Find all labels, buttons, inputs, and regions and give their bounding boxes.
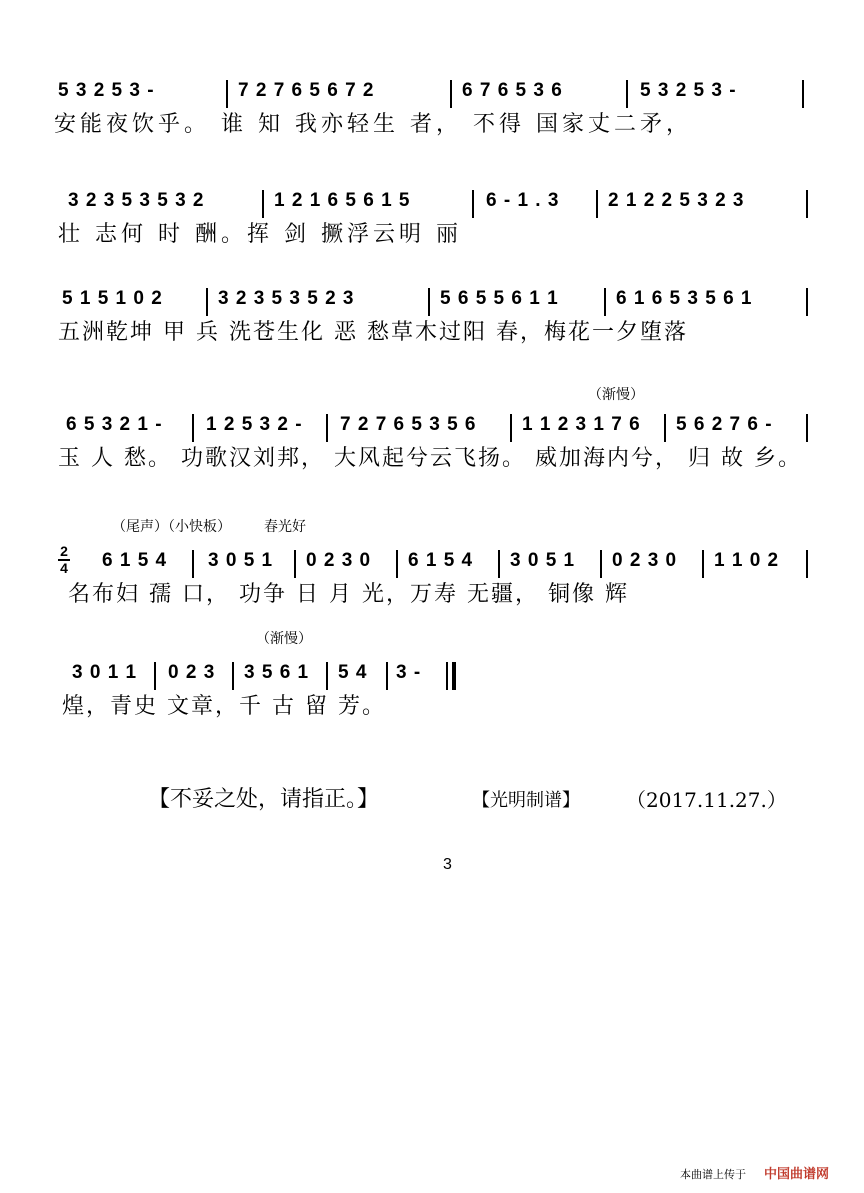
- lyric-line: 五洲乾坤 甲 兵 洗苍生化 恶 愁草木过阳 春，梅花一夕堕落: [58, 320, 688, 345]
- barline: [802, 80, 804, 108]
- section-marking: （尾声）（小快板）: [112, 519, 231, 535]
- staff-row-5: [58, 548, 818, 612]
- barline: [806, 550, 808, 578]
- barline: [192, 550, 194, 578]
- measure: 1 1 2 3 1 7 6: [522, 414, 641, 435]
- measure: 3 2 3 5 3 5 3 2: [68, 190, 205, 211]
- barline: [600, 550, 602, 578]
- measure: 0 2 3 0: [612, 550, 678, 571]
- measure: 5 3 2 5 3 -: [640, 80, 737, 101]
- staff-row-2: [58, 188, 818, 252]
- measure: 5 6 2 7 6 -: [676, 414, 773, 435]
- lyric-line: 玉 人 愁。 功歌汉刘邦， 大风起兮云飞扬。 威加海内兮， 归 故 乡。: [58, 446, 802, 471]
- barline: [498, 550, 500, 578]
- measure: 7 2 7 6 5 6 7 2: [238, 80, 375, 101]
- barline: [154, 662, 156, 690]
- measure: 1 2 5 3 2 -: [206, 414, 303, 435]
- measure: 7 2 7 6 5 3 5 6: [340, 414, 477, 435]
- barline: [626, 80, 628, 108]
- measure: 6 1 5 4: [102, 550, 168, 571]
- measure: 5 4: [338, 662, 368, 683]
- measure: 5 6 5 5 6 1 1: [440, 288, 559, 309]
- barline: [206, 288, 208, 316]
- measure: 1 1 0 2: [714, 550, 780, 571]
- site-logo[interactable]: 中国曲谱网: [764, 1167, 830, 1182]
- measure: 3 -: [396, 662, 422, 683]
- barline: [446, 662, 448, 690]
- measure: 6 7 6 5 3 6: [462, 80, 563, 101]
- barline: [326, 662, 328, 690]
- lyric-line: 安能夜饮乎。 谁 知 我亦轻生 者， 不得 国家丈二矛，: [54, 112, 692, 137]
- barline: [510, 414, 512, 442]
- lyric-line: 煌，青史 文章，千 古 留 芳。: [62, 694, 386, 719]
- staff-row-6: [58, 660, 818, 724]
- time-signature-top: 2: [60, 543, 68, 559]
- barline: [326, 414, 328, 442]
- footer-note: 【不妥之处，请指正。】: [148, 787, 380, 812]
- measure: 3 5 6 1: [244, 662, 310, 683]
- measure: 0 2 3 0: [306, 550, 372, 571]
- lyric-line: 壮 志何 时 酬。挥 剑 撅浮云明 丽: [58, 222, 462, 247]
- barline: [664, 414, 666, 442]
- barline: [596, 190, 598, 218]
- barline: [702, 550, 704, 578]
- barline: [450, 80, 452, 108]
- measure: 5 3 2 5 3 -: [58, 80, 155, 101]
- time-signature-bottom: 4: [60, 560, 68, 576]
- measure: 0 2 3: [168, 662, 216, 683]
- barline: [294, 550, 296, 578]
- lyric-line: 名布妇 孺 口， 功争 日 月 光，万寿 无疆， 铜像 辉: [68, 582, 629, 607]
- measure: 3 0 1 1: [72, 662, 138, 683]
- barline: [386, 662, 388, 690]
- tempo-marking: （渐慢）: [588, 387, 644, 403]
- measure: 3 0 5 1: [510, 550, 576, 571]
- barline: [262, 190, 264, 218]
- measure: 3 0 5 1: [208, 550, 274, 571]
- barline: [226, 80, 228, 108]
- barline: [806, 190, 808, 218]
- barline: [604, 288, 606, 316]
- page-number: 3: [443, 856, 452, 873]
- measure: 6 1 6 5 3 5 6 1: [616, 288, 753, 309]
- measure: 3 2 3 5 3 5 2 3: [218, 288, 355, 309]
- measure: 6 1 5 4: [408, 550, 474, 571]
- barline: [192, 414, 194, 442]
- barline: [396, 550, 398, 578]
- footer-credit: 【光明制谱】: [472, 790, 580, 811]
- barline: [806, 288, 808, 316]
- measure: 5 1 5 1 0 2: [62, 288, 163, 309]
- barline: [428, 288, 430, 316]
- measure: 6 - 1 . 3: [486, 190, 560, 211]
- final-barline: [452, 662, 456, 690]
- barline: [806, 414, 808, 442]
- section-title: 春光好: [264, 519, 306, 535]
- footer-date: （2017.11.27.）: [626, 788, 787, 812]
- measure: 1 2 1 6 5 6 1 5: [274, 190, 411, 211]
- measure: 2 1 2 2 5 3 2 3: [608, 190, 745, 211]
- upload-note: 本曲谱上传于: [680, 1168, 746, 1181]
- barline: [472, 190, 474, 218]
- tempo-marking: （渐慢）: [256, 631, 312, 647]
- staff-row-4: [58, 412, 818, 476]
- barline: [232, 662, 234, 690]
- staff-row-3: [58, 286, 818, 350]
- measure: 6 5 3 2 1 -: [66, 414, 163, 435]
- staff-row-1: [54, 78, 818, 142]
